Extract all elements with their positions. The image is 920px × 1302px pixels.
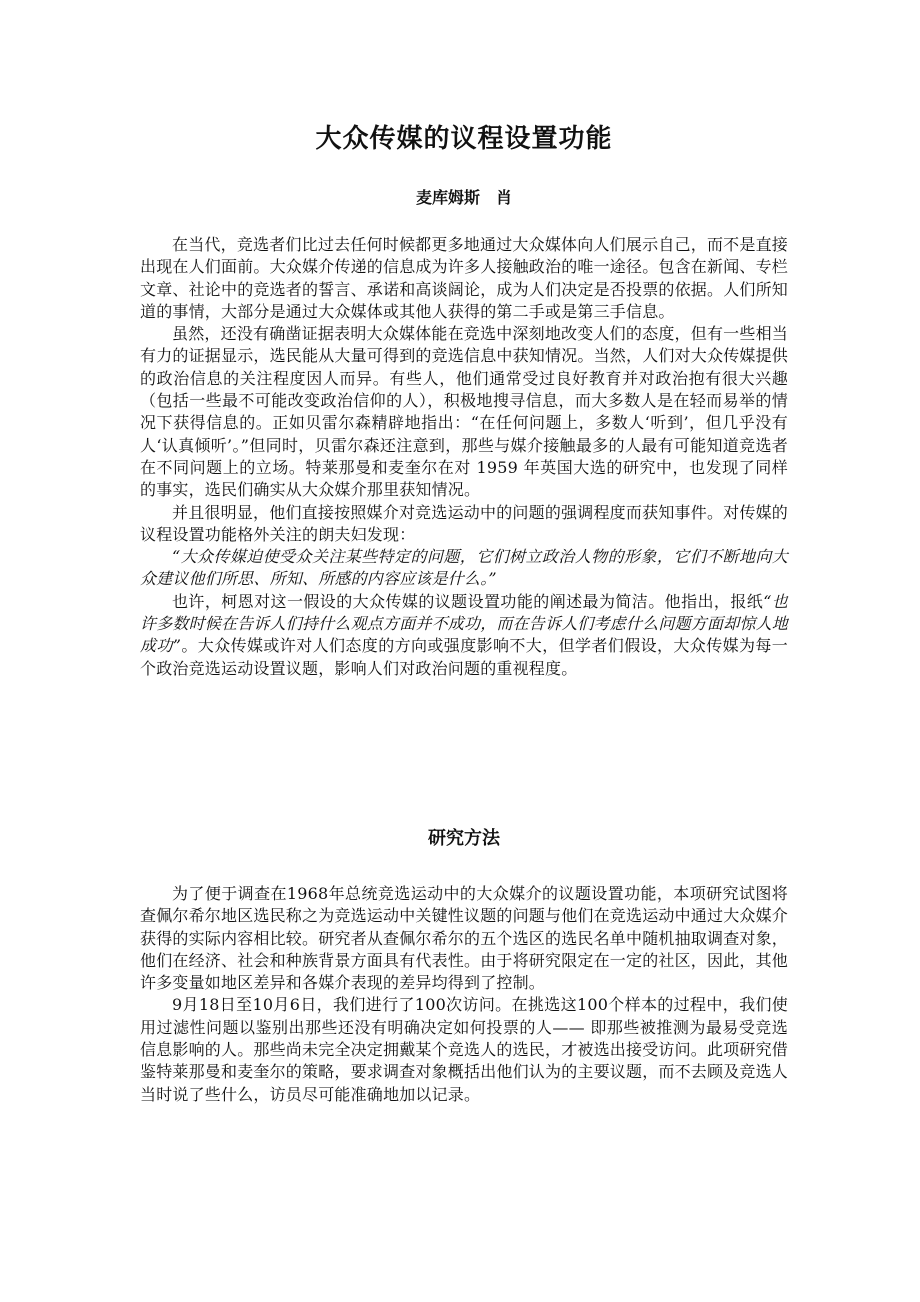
page-title: 大众传媒的议程设置功能	[315, 124, 613, 154]
paragraph: 9月18日至10月6日，我们进行了100次访问。在挑选这100个样本的过程中，我们使用过滤性问题以鉴别出那些还没有明确决定如何投票的人—— 即那些被推测为最易受竞选信息影响的人。那些尚未完全决定拥戴某个竞选人的选民，才被选出接受访问。此项研究借鉴特莱那曼和麦奎尔的策略，要求调查对象概括出他们认为的主要议题，而不去顾及竞选人当时说了些什么，访员尽可能准确地加以记录。	[140, 995, 789, 1104]
section-heading: 研究方法	[428, 828, 500, 849]
paragraph-text: 。大众传媒或许对人们态度的方向或强度影响不大，但学者们假设，大众传媒为每一个政治竞选运动设置议题，影响人们对政治问题的重视程度。	[140, 636, 789, 678]
paragraph	[140, 591, 788, 680]
paragraph: 为了便于调查在1968年总统竞选运动中的大众媒介的议题设置功能，本项研究试图将查佩尔希尔地区选民称之为竞选运动中关键性议题的问题与他们在竞选运动中通过大众媒介获得的实际内容相比较。研究者从查佩尔希尔的五个选区的选民名单中随机抽取调查对象，他们在经济、社会和种族背景方面具有代表性。由于将研究限定在一定的社区，因此，其他许多变量如地区差异和各媒介表现的差异均得到了控制。	[140, 884, 789, 993]
paragraph: 在当代，竞选者们比过去任何时候都更多地通过大众媒体向人们展示自己，而不是直接出现在人们面前。大众媒介传递的信息成为许多人接触政治的唯一途径。包含在新闻、专栏文章、社论中的竞选者的誓言、承诺和高谈阔论，成为人们决定是否投票的依据。人们所知道的事情，大部分是通过大众媒体或其他人获得的第二手或是第三手信息。	[140, 235, 789, 321]
author-line: 麦库姆斯 肖	[415, 188, 512, 207]
paragraph: 虽然，还没有确凿证据表明大众媒体能在竞选中深刻地改变人们的态度，但有一些相当有力的证据显示，选民能从大量可得到的竞选信息中获知情况。当然，人们对大众传媒提供的政治信息的关注程度因人而异。有些人，他们通常受过良好教育并对政治抱有很大兴趣（包括一些最不可能改变政治信仰的人），积极地搜寻信息，而大多数人是在轻而易举的情况下获得信息的。正如贝雷尔森精辟地指出：“在任何问题上，多数人‘听到’，但几乎没有人‘认真倾听’。”但同时，贝雷尔森还注意到，那些与媒介接触最多的人最有可能知道竞选者在不同问题上的立场。特莱那曼和麦奎尔在对 1959 年英国大选的研究中，也发现了同样的事实，选民们确实从大众媒介那里获知情况。	[140, 324, 789, 500]
paragraph: 并且很明显，他们直接按照媒介对竞选运动中的问题的强调程度而获知事件。对传媒的议程设置功能格外关注的朗夫妇发现：	[140, 502, 788, 544]
methods-section	[140, 883, 788, 1106]
intro-section	[140, 234, 788, 680]
inline-quote: “也许多数时候在告诉人们持什么观点方面并不成功，而在告诉人们考虑什么问题方面却惊人地成功”	[140, 591, 789, 656]
block-quote: “大众传媒迫使受众关注某些特定的问题，它们树立政治人物的形象，它们不断地向大众建议他们所思、所知、所感的内容应该是什么。”	[140, 547, 788, 589]
paragraph-text: 也许，柯恩对这一假设的大众传媒的议题设置功能的阐述最为简洁。他指出，报纸	[172, 591, 764, 611]
